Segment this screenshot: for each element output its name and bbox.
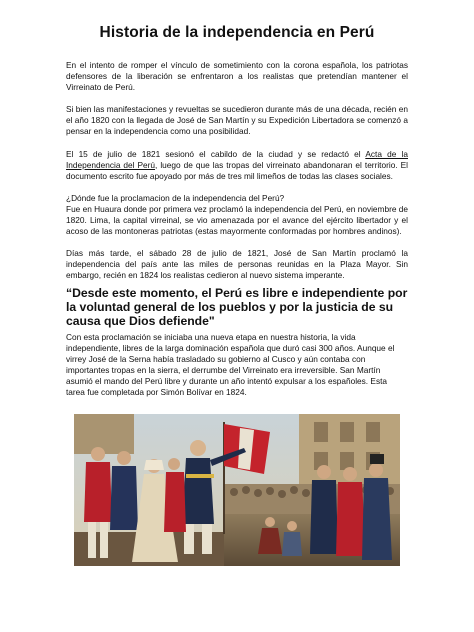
question-heading: ¿Dónde fue la proclamacion de la independencia del Perú? — [66, 192, 285, 203]
paragraph-3-start: El 15 de julio de 1821 sesionó el cabildo de la ciudad y se redactó el — [66, 148, 366, 159]
paragraph-3-end: , luego de que las tropas del virreinato abandonaran el territorio. El documento escrito fue apoyado por más de tres mil limeños de todas las clases sociales. — [66, 159, 408, 181]
paragraph-1: En el intento de romper el vínculo de sometimiento con la corona española, los patriotas defensores de la liberación se enfrentaron a los realistas que pretendían mantener el Virreinato de Perú. — [66, 60, 408, 93]
acta-link[interactable]: Acta de la Independencia del Perú — [66, 148, 408, 170]
proclamation-painting — [74, 414, 400, 566]
paragraph-5: Días más tarde, el sábado 28 de julio de 1821, José de San Martín proclamó la independencia del país ante las miles de personas reunidas en la Plaza Mayor. Sin embargo, recién en 1824 los realistas cedieron al nuevo sistema imperante. — [66, 248, 408, 281]
paragraph-2: Si bien las manifestaciones y revueltas se sucedieron durante más de una década, recién en el año 1820 con la llegada de José de San Martín y su Expedición Libertadora se comenzó a pensar en la independencia como una posibilidad. — [66, 104, 408, 137]
painting-illustration — [74, 414, 400, 566]
page-title: Historia de la independencia en Perú — [99, 24, 375, 41]
independence-quote: “Desde este momento, el Perú es libre e independiente por la voluntad general de los pueblos y por la justicia de su causa que Dios defiende" — [66, 285, 408, 329]
paragraph-4: Fue en Huaura donde por primera vez proclamó la independencia del Perú, en noviembre de 1820. Lima, la capital virreinal, se vio amenazada por el avance del ejército libertador y el acoso de las montoneras patriotas (estas mayormente conformadas por hombres andinos). — [66, 203, 408, 237]
paragraph-6: Con esta proclamación se iniciaba una nueva etapa en nuestra historia, la vida independiente, libres de la larga dominación española que duró casi 300 años. Aunque el virrey José de la Serna había trasladado su gobierno al Cusco y aún contaba con importantes tropas en la sierra, el derrumbe del Virreinato era irreversible. San Martín asumió el mando del Perú libre y durante un año intentó expulsar a los españoles. Esta tarea fue completada por Simón Bolívar en 1824. — [66, 331, 395, 398]
paragraph-3 — [66, 149, 408, 182]
